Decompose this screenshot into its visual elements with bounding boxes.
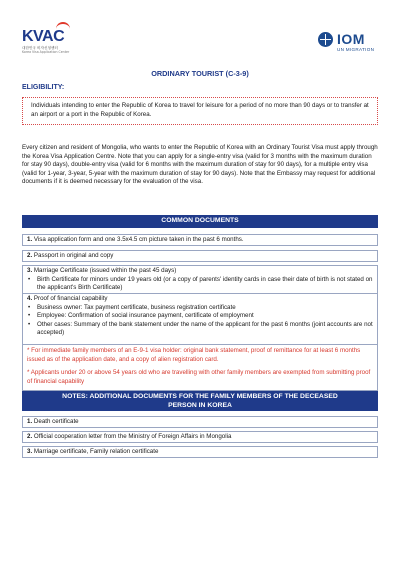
- row-text: Official cooperation letter from the Ministry of Foreign Affairs in Mongolia: [33, 433, 232, 440]
- iom-logo: [318, 32, 388, 56]
- kvac-logo-korean: 대한민국 비자신청센터: [22, 46, 58, 50]
- note-e91: * For immediate family members of an E-9-1 visa holder: original bank statement, proof of remittance for at least 6 months issued as of the application date, and a copy of alien registration card.: [27, 347, 361, 363]
- page-header: [0, 0, 400, 60]
- bullet-item: • Birth Certificate for minors under 19 years old (or a copy of parents' identity cards in case their date of birth is not stated on the applicant's Birth Certificate): [27, 276, 373, 293]
- globe-icon: [318, 32, 333, 47]
- iom-logo-sub: UN MIGRATION: [337, 47, 375, 52]
- common-doc-row-4: [22, 294, 378, 345]
- row-number: 1.: [27, 418, 33, 425]
- additional-doc-row-2: [22, 431, 378, 443]
- eligibility-label: ELIGIBILITY:: [22, 84, 65, 91]
- kvac-logo-english: Korea Visa Application Center: [22, 50, 70, 54]
- row-text: Marriage Certificate (issued within the past 45 days): [33, 267, 177, 274]
- common-doc-row-1: [22, 234, 378, 246]
- row-text: Marriage certificate, Family relation certificate: [33, 448, 159, 455]
- iom-logo-word: IOM: [337, 31, 365, 47]
- intro-paragraph: Every citizen and resident of Mongolia, who wants to enter the Republic of Korea with an Ordinary Tourist Visa must apply through the Korea Visa Application Centre. Note that you can apply for a single-entry visa (valid for 3 months with the maximum duration for stay 90 days), double-entry visa (valid for 6 months with the maximum duration of stay for 90 days), for a multiple entry visa (valid for 1-year, 3-year, 5-year with the maximum duration of stay for 90 days). Note that the Embassy may request for additional documents if it is deemed necessary for the evaluation of the visa.: [22, 144, 378, 186]
- common-documents-heading: COMMON DOCUMENTS: [22, 215, 378, 228]
- bullet-item: • Other cases: Summary of the bank statement under the name of the applicant for the past 6 months (joint accounts are not accepted): [27, 321, 373, 338]
- kvac-logo-word: KVAC: [22, 28, 65, 45]
- row-number: 2.: [27, 433, 33, 440]
- row-text: Passport in original and copy: [33, 252, 114, 259]
- additional-doc-row-1: [22, 416, 378, 428]
- row-number: 2.: [27, 252, 33, 259]
- row-number: 1.: [27, 236, 33, 243]
- common-doc-row-2: [22, 250, 378, 262]
- document-title: ORDINARY TOURIST (C-3-9): [151, 69, 249, 78]
- bullet-item: • Employee: Confirmation of social insurance payment, certificate of employment: [27, 312, 373, 321]
- row-number: 3.: [27, 267, 33, 274]
- row-number: 3.: [27, 448, 33, 455]
- row-number: 4.: [27, 295, 33, 302]
- row-text: Proof of financial capability: [33, 295, 108, 302]
- additional-documents-heading: NOTES: ADDITIONAL DOCUMENTS FOR THE FAMILY MEMBERS OF THE DECEASED PERSON IN KOREA: [22, 391, 378, 411]
- kvac-logo: [22, 28, 82, 54]
- eligibility-text: Individuals intending to enter the Republic of Korea to travel for leisure for a period of no more than 90 days or to transfer at an airport or a port in the Republic of Korea.: [31, 102, 369, 118]
- common-doc-row-3: [22, 265, 378, 294]
- note-age-exemption: * Applicants under 20 or above 54 years old who are travelling with other family members are exempted from submitting proof of financial capability: [27, 369, 371, 385]
- additional-doc-row-3: [22, 446, 378, 458]
- row-text: Visa application form and one 3.5x4.5 cm picture taken in the past 6 months.: [33, 236, 244, 243]
- bullet-item: • Business owner: Tax payment certificate, business registration certificate: [27, 304, 373, 313]
- row-text: Death certificate: [33, 418, 79, 425]
- common-doc-notes: [22, 345, 378, 391]
- eligibility-box: [22, 97, 378, 125]
